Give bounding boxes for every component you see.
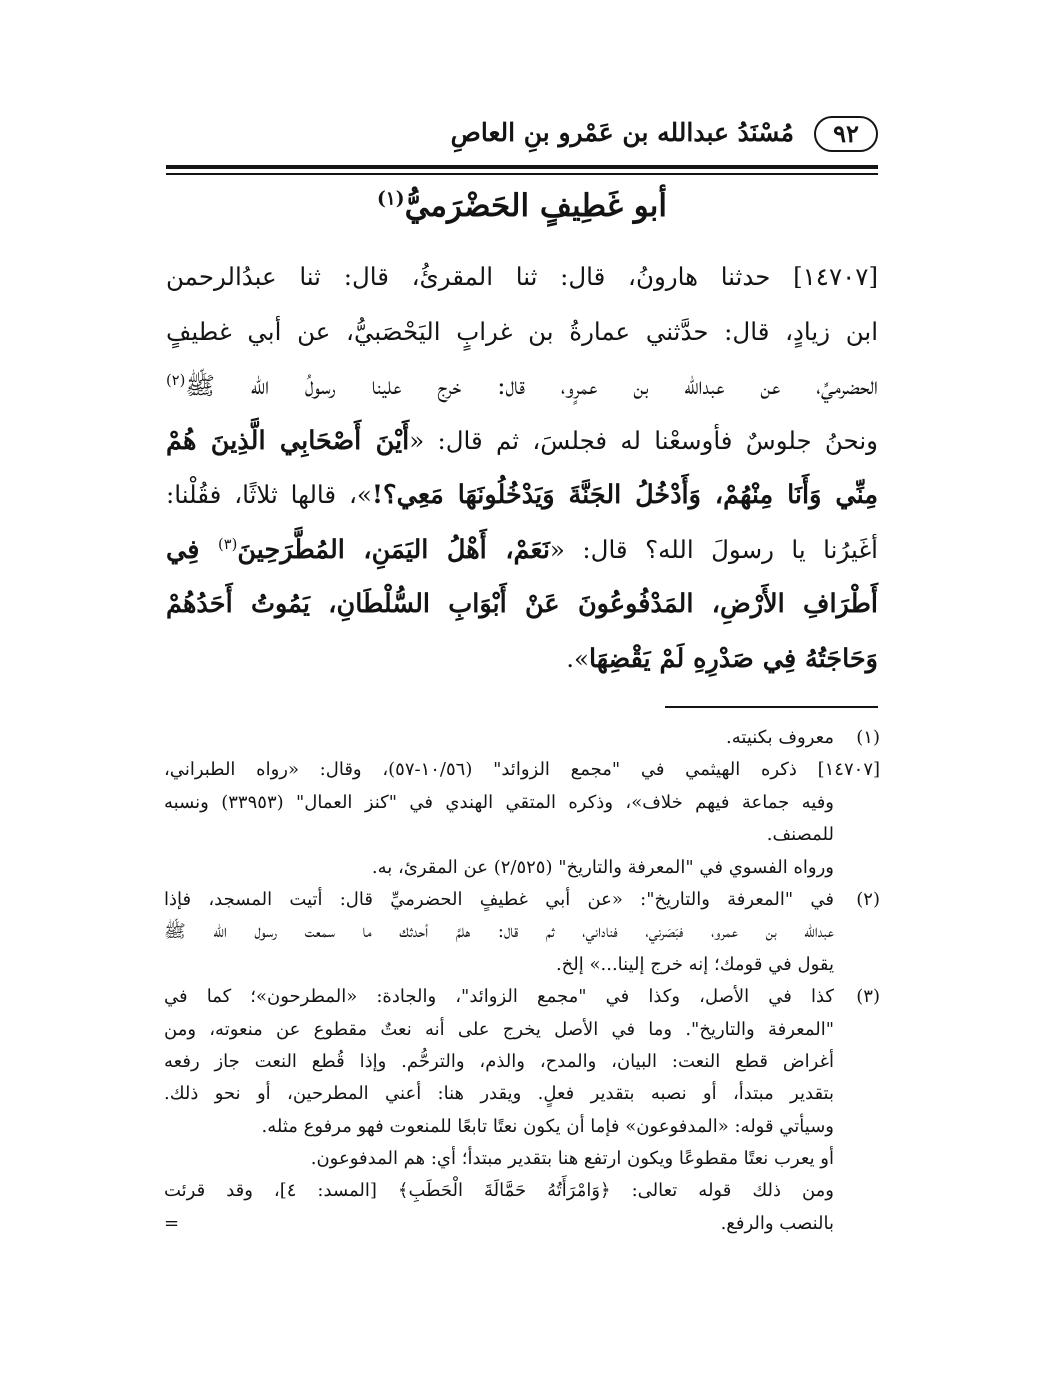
footnote-1 (164, 722, 880, 754)
continuation-mark: = (164, 1212, 180, 1234)
hadith-line-3 (166, 359, 878, 414)
footnote-number: (١) (856, 727, 880, 748)
footnote-line-text: بالنصب والرفع. (720, 1212, 834, 1234)
footnote-line: أغراض قطع النعت: البيان، والمدح، والذم، والترحُّم. وإذا قُطع النعت جاز رفعه (164, 1050, 834, 1072)
footnote-line: ومن ذلك قوله تعالى: ﴿وَامْرَأَتُهُ حَمَّالَةَ الْحَطَبِ﴾ [المسد: ٤]، وقد قرئت (164, 1180, 835, 1202)
footnote-line: ورواه الفسوي في "المعرفة والتاريخ" (٢/٥٢٥) عن المقرئ، به. (371, 856, 834, 878)
footnote-line: "المعرفة والتاريخ". وما في الأصل يخرج على أنه نعتٌ مقطوع عن منعوته، ومن (164, 1018, 834, 1040)
running-header (166, 112, 878, 160)
footnote-line: يقول في قومك؛ إنه خرج إلينا...» إلخ. (555, 953, 834, 975)
footnote-line: بتقدير مبتدأ، أو نصبه بتقدير فعلٍ. ويقدر هنا: أعني المطرحين، أو نحو ذلك. (164, 1083, 834, 1105)
footnote-line: في "المعرفة والتاريخ": «عن أبي غطيفٍ الحضرميِّ قال: أتيت المسجد، فإذا (164, 888, 834, 910)
hadith-line-8-text: ». (566, 643, 589, 673)
footnote-separator (665, 706, 878, 708)
footnote-line: للمصنف. (766, 824, 834, 846)
hadith-line-4-text: ونحنُ جلوسٌ فأوسعْنا له فجلسَ، ثم قال: « (409, 425, 878, 455)
hadith-line-6-text: أغَيرُنا يا رسولَ الله؟ قال: « (549, 534, 878, 564)
footnote-line: وفيه جماعة فيهم خلاف»، وذكره المتقي الهندي في "كنز العمال" (٣٣٩٥٣) ونسبه (164, 791, 835, 813)
page-number-badge: ٩٢ (814, 116, 878, 152)
section-title (166, 188, 878, 224)
footnote-line: معروف بكنيته. (726, 727, 834, 748)
header-rule-thin (166, 173, 878, 175)
prophetic-text: وَحَاجَتُهُ فِي صَدْرِهِ لَمْ يَقْضِهَا (588, 643, 878, 674)
footnote-ref-2: (٢) (166, 371, 186, 389)
footnote-ref-3: (٣) (218, 535, 238, 553)
hadith-line-3-text: الحضرميِّ، عن عبدالله بن عمرٍو، قال: خرج علينا رسولُ الله ﷺ (185, 371, 878, 400)
prophetic-text: فِي (166, 534, 219, 565)
hadith-line-8 (166, 632, 878, 687)
prophetic-text: أَيْنَ أَصْحَابِي الَّذِينَ هُمْ (166, 425, 410, 456)
footnote-line: أو يعرب نعتًا مقطوعًا ويكون ارتفع هنا بتقدير مبتدأ؛ أي: هم المدفوعون. (310, 1148, 834, 1170)
running-title: مُسْنَدُ عبدالله بن عَمْرو بنِ العاصِ (450, 118, 794, 147)
header-rule-thick (166, 165, 878, 169)
hadith-line-5 (166, 468, 878, 523)
footnote-line-final (164, 1208, 834, 1240)
footnote-number: (٢) (856, 888, 880, 910)
footnote-number: (٣) (856, 986, 880, 1008)
takhrij-note (164, 754, 880, 884)
hadith-line-6 (166, 523, 878, 578)
footnote-line: وسيأتي قوله: «المدفوعون» فإما أن يكون نعتًا تابعًا للمنعوت فهو مرفوع مثله. (261, 1115, 834, 1137)
hadith-body (166, 250, 878, 686)
footnote-line: عبدالله بن عمرو، فبَصَرني، فناداني، ثم قال: هلمَّ أحدثك ما سمعت رسول الله ﷺ (164, 921, 834, 943)
hadith-line-2: ابن زيادٍ، قال: حدَّثني عمارةُ بن غرابٍ اليَحْصَبيُّ، عن أبي غطيفٍ (166, 316, 878, 346)
prophetic-text: نَعَمْ، أَهْلُ اليَمَنِ، المُطَّرَحِينَ (237, 534, 550, 565)
hadith-line-1: [١٤٧٠٧] حدثنا هارونُ، قال: ثنا المقرئُ، قال: ثنا عبدُالرحمن (166, 262, 878, 291)
footnote-2 (164, 884, 880, 981)
footnote-3 (164, 981, 880, 1240)
hadith-line-4 (166, 414, 878, 469)
prophetic-text: مِنِّي وَأَنَا مِنْهُمْ، وَأَدْخُلُ الجَنَّةَ وَيَدْخُلُونَهَا مَعِي؟! (371, 480, 878, 510)
footnotes (164, 722, 880, 1240)
footnote-line: كذا في الأصل، وكذا في "مجمع الزوائد"، والجادة: «المطرحون»؛ كما في (164, 986, 834, 1008)
section-title-text: أبو غَطِيفٍ الحَضْرَميُّ (404, 188, 668, 224)
hadith-line-5-text: »، قالها ثلاثًا، فقُلْنا: (166, 480, 372, 509)
footnote-ref-1: (١) (376, 188, 405, 210)
hadith-line-7: أَطْرَافِ الأَرْضِ، المَدْفُوعُونَ عَنْ أَبْوَابِ السُّلْطَانِ، يَمُوتُ أَحَدُهُمْ (166, 589, 878, 619)
footnote-line: [١٤٧٠٧] ذكره الهيثمي في "مجمع الزوائد" (١٠/٥٦-٥٧)، وقال: «رواه الطبراني، (164, 759, 881, 781)
